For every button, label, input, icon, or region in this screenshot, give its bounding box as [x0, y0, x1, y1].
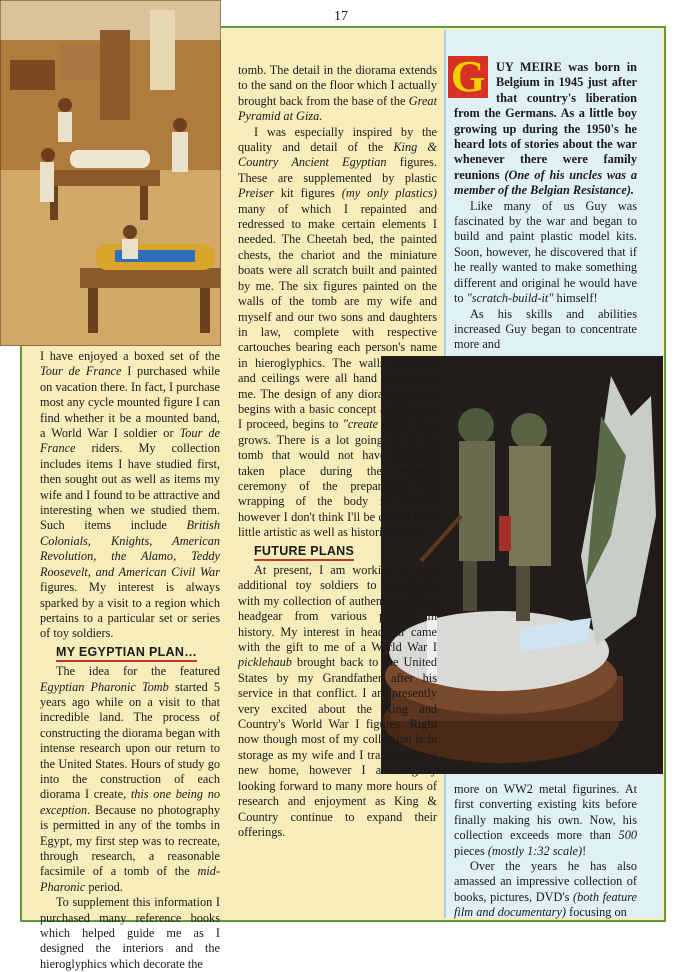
text: brought back to the United States by my Grandfather after his service in that conflict. I am presently very excited about the King and Country's World War I figures. Right now though most of my collection is in storage as my wife and I transition to a new home, however I am eagerly looking forward to many more hours of research and enjoyment as King & Country continue to expand their offerings. [238, 655, 437, 839]
text-italic: this one being no exception [40, 787, 220, 817]
text: Over the years he has also amassed an impressive collection of books, pictures, DVD's [454, 859, 637, 904]
text-italic: "create itself" [342, 417, 412, 432]
text-bold-italic: (One of his uncles was a member of the Belgian Resistance). [454, 167, 637, 198]
text-italic: (my only plastics) [341, 186, 437, 201]
paragraph: As his skills and abilities increased Guy began to concentrate more and [454, 306, 637, 352]
section-heading-future-plans: FUTURE PLANS [254, 544, 354, 561]
column-left [40, 349, 220, 972]
text: figures. My interest is always sparked by a visit to a region which pertains to a particular set or series of toy soldiers. [40, 580, 220, 641]
egyptian-diorama-photo [0, 0, 221, 346]
text-italic: British Colonials, Knights, American Revolution, the Alamo, Teddy Roosevelt, and American Civil War [40, 518, 220, 579]
dropcap-spacer [454, 60, 496, 100]
text: The idea for the featured [56, 664, 220, 679]
text-italic: "scratch-build-it" [466, 291, 554, 306]
page-number: 17 [334, 9, 348, 24]
paragraph [40, 664, 220, 895]
text: tomb. The detail in the diorama extends to the sand on the floor which I actually brought back from the base of the [238, 63, 437, 108]
text-italic: Great Pyramid at Giza. [238, 93, 437, 124]
text: started 5 years ago while on a visit to that incredible land. The process of constructing the diorama began with intense research upon our return to the United States. Hours of study go into the construction of each diorama I create, [40, 679, 220, 802]
text: pieces [454, 843, 488, 858]
text-bold: UY MEIRE was born in Belgium in 1945 just after that country's liberation from the Germans. As a little boy growing up during the 1950's he heard lots of stories about the war whenever there were family reunions [454, 60, 637, 182]
text-italic: King & Country Ancient Egyptian [238, 140, 437, 170]
text: more on WW2 metal figurines. At first converting existing kits before finally making his own. Now, his collection exceeds more than [454, 782, 637, 843]
text-italic: Tour de France [40, 426, 220, 456]
text-italic: (both feature film and documentary) [454, 889, 638, 920]
drop-cap: G [448, 56, 488, 98]
text: . Because no photography is permitted in any of the tombs in Egypt, my first step was to recreate, through research, a reasonable facsimile of a tomb of the [40, 802, 220, 879]
text: At present, I am working to find additional toy soldiers to coordinate with my collection of authentic military headgear from various periods in history. My interest in headgear came with the gift to me of a World War I [238, 563, 437, 655]
paragraph [454, 199, 637, 307]
text-italic: Tour de France [40, 364, 122, 379]
text: I was especially inspired by the quality and detail of the [238, 124, 437, 155]
text-italic: (mostly 1:32 scale) [487, 843, 583, 858]
paragraph [454, 782, 637, 859]
intro-paragraph [454, 60, 637, 199]
text: focusing on [566, 905, 627, 920]
paragraph [238, 125, 437, 541]
paragraph: To supplement this information I purchased many reference books which helped guide me as I designed the interiors and the hieroglyphics which decorate the [40, 895, 220, 971]
text-italic: mid-Pharonic [40, 864, 220, 894]
text: I have enjoyed a boxed set of the [40, 349, 220, 363]
text-italic: Preiser [238, 186, 274, 201]
text-italic: Egyptian Pharonic Tomb [40, 679, 169, 694]
text: figures. These are supplemented by plastic [238, 155, 437, 185]
text: many of which I repainted and redressed to make certain elements I needed. The Cheetah bed, the painted chests, the chariot and the miniature boats were all scratch built and painted by me. The six figures painted on the walls of the tomb are my wife and myself and our two sons and daughters in law, complete with respective cartouches bearing each person's name in hieroglyphics. The walls, columns and ceilings were all hand painted by me. The design of any diorama for me begins with a basic concept and then as I proceed, begins to [238, 201, 437, 432]
text: kit figures [273, 186, 342, 201]
text: Like many of us Guy was fascinated by the war and began to build and paint plastic model kits. Soon, however, he discovered that if he really wanted to make something different and original he would have to [454, 198, 637, 306]
text: ! [582, 843, 587, 858]
text: himself! [553, 291, 598, 306]
text-italic: picklehaub [238, 655, 292, 670]
paragraph [238, 63, 437, 125]
paragraph [454, 859, 637, 921]
text-italic: 500 [618, 828, 637, 843]
paragraph [238, 563, 437, 840]
column-middle [238, 63, 437, 840]
paragraph [40, 349, 220, 642]
column-right-top [454, 60, 637, 353]
text: as it grows. There is a lot going on in the tomb that would not have typically taken place during the reverent ceremony of the preparation and wrapping of the body for burial, however I don't think I'll be cursed for a little artistic as well as historic license. [238, 417, 437, 540]
column-right-bottom [454, 782, 637, 921]
text: I purchased while on vacation there. In fact, I purchase most any cycle mounted figure I can find whether it be a mounted band, a World War I soldier or [40, 364, 220, 441]
text: period. [85, 879, 123, 894]
text: riders. My collection includes items I have studied first, then sought out as well as items my wife and I found to be attractive and interesting when we studied them. Such items include [40, 441, 220, 533]
section-heading-egyptian-plan: MY EGYPTIAN PLAN… [56, 645, 197, 662]
